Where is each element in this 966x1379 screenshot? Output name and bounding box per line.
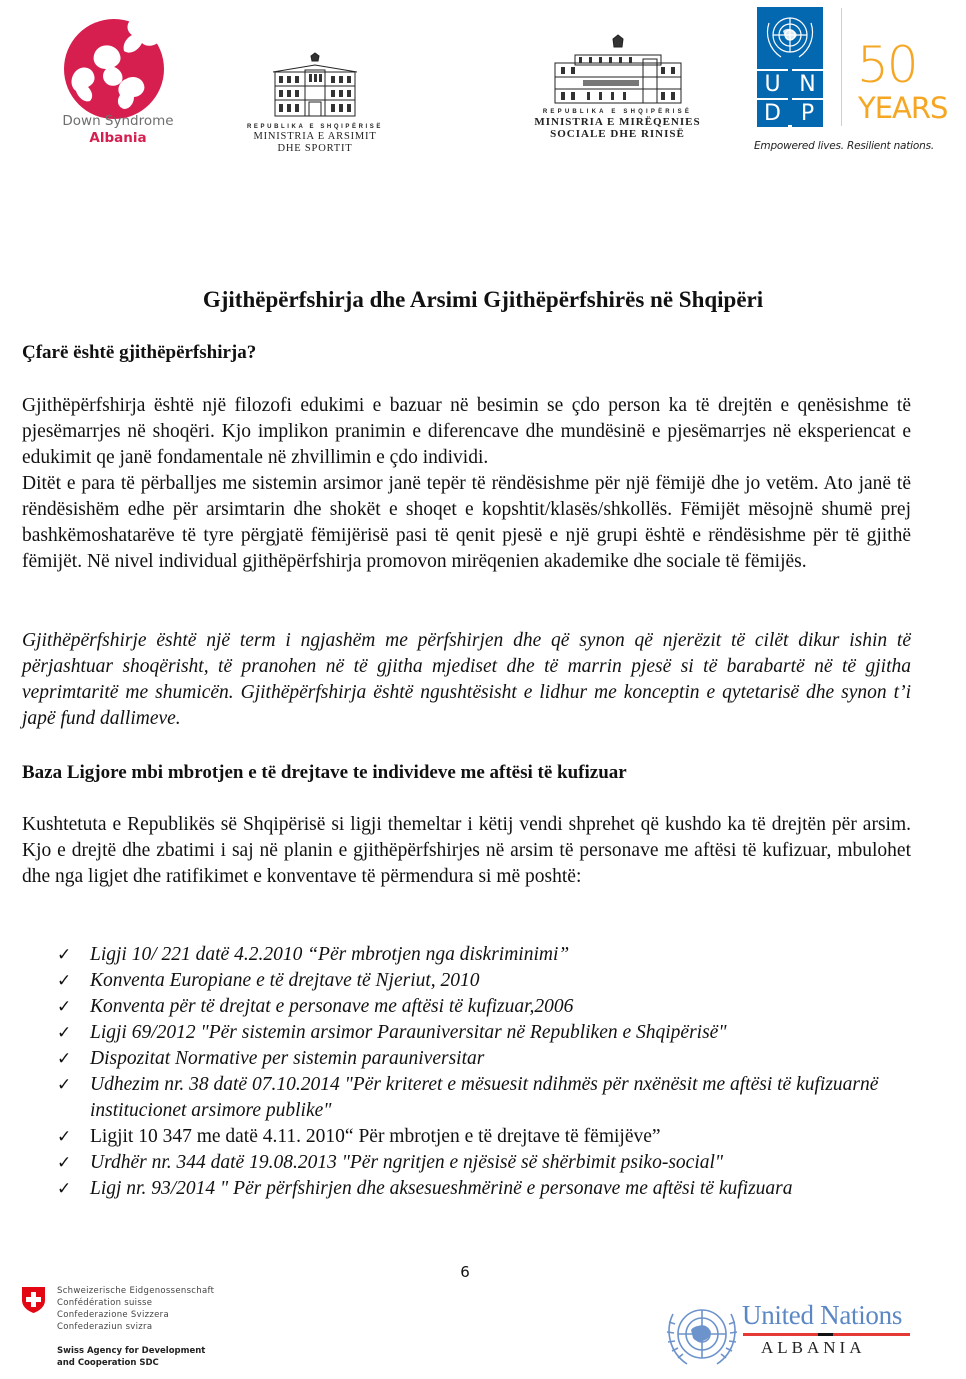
anniversary-word: YEARS bbox=[858, 91, 948, 125]
ministry-building-icon bbox=[543, 33, 693, 105]
swiss-cross-shield-icon bbox=[21, 1286, 46, 1314]
paragraph-constitution: Kushtetuta e Republikës së Shqipërisë si ligji themeltar i këtij vendi shprehet që kushdo ka të drejtën për arsim. Kjo e drejtë dhe zbatimi i saj në planin e gjithëpërfshirjes në arsim të personave me aftësi të kufizuar, mbulohet dhe nga ligjet dhe ratifikimet e konventave të përmendura si më poshtë: bbox=[22, 814, 911, 887]
organization-name: Down Syndrome bbox=[62, 113, 174, 129]
confederation-name-fr: Confédération suisse bbox=[57, 1298, 153, 1308]
ministry-welfare-logo bbox=[510, 33, 725, 148]
check-icon: ✓ bbox=[57, 1023, 72, 1042]
un-country: ALBANIA bbox=[761, 1338, 866, 1357]
law-list-item: ✓ Udhezim nr. 38 datë 07.10.2014 "Për kriteret e mësuesit ndihmës për nxënësit me aftësi të kufizuarnë institucionet arsimore publike" bbox=[57, 1074, 879, 1121]
law-list-item: ✓ Ligji 10/ 221 datë 4.2.2010 “Për mbrotjen nga diskriminimi” bbox=[57, 942, 917, 968]
un-name: United Nations bbox=[742, 1300, 903, 1330]
check-icon: ✓ bbox=[57, 1075, 72, 1094]
undp-logo bbox=[754, 6, 954, 156]
check-icon: ✓ bbox=[57, 945, 72, 964]
undp-letter-n: N bbox=[792, 69, 823, 98]
sdc-agency-name bbox=[57, 1345, 205, 1369]
check-icon: ✓ bbox=[57, 1127, 72, 1146]
law-list-item: ✓ Urdhër nr. 344 datë 19.08.2013 "Për ngritjen e njësisë së shërbimit psiko-social" bbox=[57, 1150, 917, 1176]
ministry-name-line1: MINISTRIA E ARSIMIT bbox=[253, 131, 377, 142]
undp-letter-p: P bbox=[792, 98, 823, 127]
intro-paragraphs bbox=[22, 393, 911, 575]
confederation-name-it: Confederazione Svizzera bbox=[57, 1310, 169, 1320]
law-list-item: ✓ Konventa për të drejtat e personave me aftësi të kufizuar,2006 bbox=[57, 994, 917, 1020]
check-icon: ✓ bbox=[57, 1049, 72, 1068]
down-syndrome-albania-logo bbox=[48, 14, 188, 149]
section-heading-what-is-inclusion: Çfarë është gjithëpërfshirja? bbox=[22, 342, 257, 363]
undp-tagline: Empowered lives. Resilient nations. bbox=[754, 140, 934, 152]
confederation-name-de: Schweizerische Eidgenossenschaft bbox=[57, 1286, 215, 1296]
section-heading-legal-basis: Baza Ligjore mbi mbrotjen e të drejtave te individeve me aftësi të kufizuar bbox=[22, 762, 627, 783]
paragraph-inclusion-term: Gjithëpërfshirje është një term i ngjashëm me përfshirjen dhe që synon që njerëzit të cilët dikur ishin të përjashtuar shoqërisht, të pranohen në të gjitha mjediset dhe të marrin pjesë si të barabartë në të gjitha veprimtaritë me shumicën. Gjithëpërfshirja është ngushtësisht e lidhur me konceptin e qytetarisë dhe synon t’i japë fund dallimeve. bbox=[22, 630, 911, 729]
page-number: 6 bbox=[460, 1263, 470, 1281]
undp-separator bbox=[841, 8, 842, 126]
paragraph-first-days: Ditët e para të përballjes me sistemin arsimor janë tepër të rëndësishme për një fëmijë dhe jo vetëm. Ato janë të rëndësishëm edhe për arsimtarin dhe shokët e shoqet e kopshtit/klasës/shkollës. Fëmijët mësojnë shumë prej bashkëmoshatarëve të tyre përgjatë fëmijërisë pasi të qenit pjesë e një grupi është e rëndësishme për të gjithë fëmijët. Në nivel individual gjithëpërfshirja promovon mirëqenien akademike dhe sociale të fëmijës. bbox=[22, 473, 911, 572]
un-albania-logo bbox=[663, 1300, 923, 1370]
ministry-name-line2: DHE SPORTIT bbox=[277, 143, 353, 154]
anniversary-number: 50 bbox=[857, 36, 917, 94]
swiss-sdc-logo bbox=[20, 1285, 220, 1375]
agency-line1: Swiss Agency for Development bbox=[57, 1346, 206, 1356]
check-icon: ✓ bbox=[57, 971, 72, 990]
law-list-item: ✓ Ligji 69/2012 "Për sistemin arsimor Parauniversitar në Republiken e Shqipërisë" bbox=[57, 1020, 917, 1046]
laws-list bbox=[57, 942, 917, 1202]
paragraph-definition: Gjithëpërfshirja është një filozofi edukimi e bazuar në besimin se çdo person ka të drejtën e qenësishme të pjesëmarrjes në shoqëri. Kjo implikon pranimin e diferencave dhe mundësinë e pjesëmarrjes në eksperiencat e edukimit qe janë fondamentale në zhvillimin e çdo individi. bbox=[22, 395, 911, 468]
republic-label: REPUBLIKA E SHQIPËRISË bbox=[247, 124, 383, 130]
confederation-name-rm: Confederaziun svizra bbox=[57, 1322, 153, 1332]
organization-country: Albania bbox=[89, 130, 147, 146]
ministry-name-line2: SOCIALE DHE RINISË bbox=[550, 128, 685, 140]
republic-label: REPUBLIKA E SHQIPËRISË bbox=[542, 109, 693, 115]
undp-letter-d: D bbox=[757, 98, 788, 127]
down-syndrome-emblem-icon bbox=[62, 17, 166, 121]
confederation-names bbox=[57, 1285, 214, 1333]
un-emblem-icon bbox=[757, 7, 823, 67]
check-icon: ✓ bbox=[57, 1153, 72, 1172]
undp-letter-u: U bbox=[757, 69, 788, 98]
law-list-item: ✓ Dispozitat Normative per sistemin parauniversitar bbox=[57, 1046, 917, 1072]
law-list-item: ✓ Ligj nr. 93/2014 " Për përfshirjen dhe aksesueshmërinë e personave me aftësi të kufizuara bbox=[57, 1176, 917, 1202]
ministry-building-icon bbox=[265, 52, 365, 120]
agency-line2: and Cooperation SDC bbox=[57, 1358, 159, 1368]
un-flag-stripe bbox=[743, 1333, 910, 1336]
ministry-education-logo bbox=[240, 52, 390, 162]
check-icon: ✓ bbox=[57, 997, 72, 1016]
check-icon: ✓ bbox=[57, 1179, 72, 1198]
undp-blue-block bbox=[757, 7, 823, 125]
law-list-item: ✓ Konventa Europiane e të drejtave të Njeriut, 2010 bbox=[57, 968, 917, 994]
law-list-item: ✓ Ligjit 10 347 me datë 4.11. 2010“ Për mbrotjen e të drejtave të fëmijëve” bbox=[57, 1124, 917, 1150]
ministry-name-line1: MINISTRIA E MIRËQENIES bbox=[534, 116, 701, 128]
document-title: Gjithëpërfshirja dhe Arsimi Gjithëpërfshirës në Shqipëri bbox=[202, 287, 764, 312]
un-emblem-icon bbox=[663, 1302, 741, 1368]
